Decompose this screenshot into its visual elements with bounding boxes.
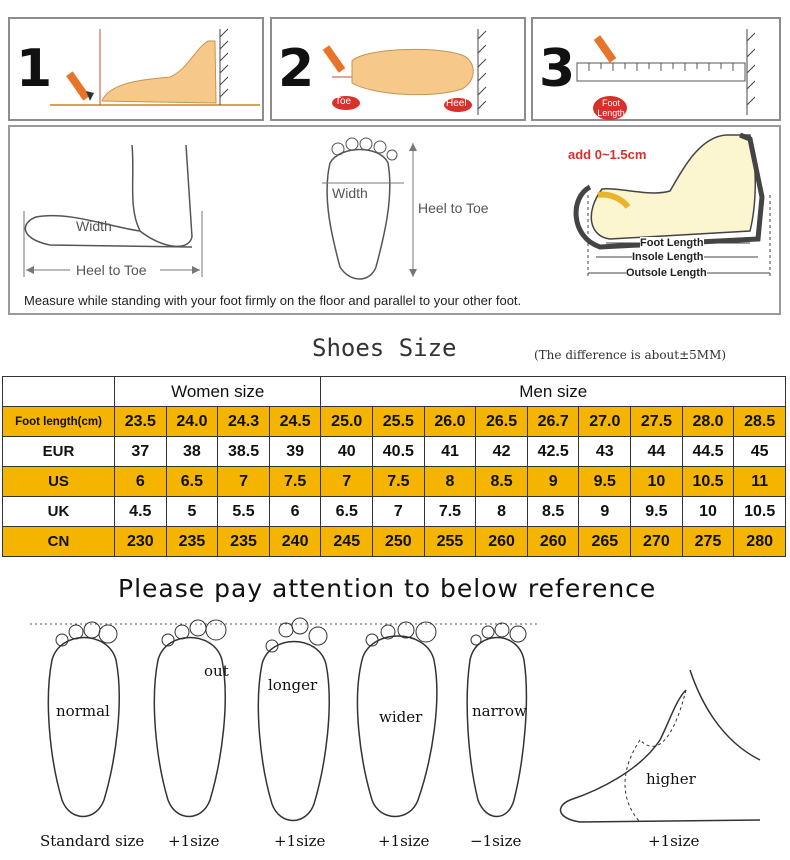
side-width-label: Width (76, 218, 112, 234)
size-cell: 25.5 (373, 407, 425, 437)
foot-label-normal: normal (56, 702, 110, 720)
foot-caption-narrow: −1size (470, 832, 522, 850)
add-length-label: add 0~1.5cm (568, 147, 647, 162)
foot-caption-longer: +1size (274, 832, 326, 850)
reference-title: Please pay attention to below reference (118, 574, 657, 603)
size-cell: 11 (734, 467, 786, 497)
size-cell: 24.5 (269, 407, 321, 437)
size-cell: 10.5 (682, 467, 734, 497)
size-cell: 9.5 (579, 467, 631, 497)
foot-length-label: Foot Length (640, 237, 704, 249)
size-cell: 260 (476, 527, 528, 557)
size-cell: 7.5 (269, 467, 321, 497)
size-cell: 8 (424, 467, 476, 497)
size-cell: 10 (682, 497, 734, 527)
size-row-label: CN (3, 527, 115, 557)
size-cell: 265 (579, 527, 631, 557)
size-cell: 275 (682, 527, 734, 557)
size-cell: 42 (476, 437, 528, 467)
side-heel-to-toe-label: Heel to Toe (76, 262, 147, 278)
size-cell: 44 (631, 437, 683, 467)
size-cell: 10.5 (734, 497, 786, 527)
foot-label-wider: wider (379, 708, 423, 726)
top-heel-to-toe-label: Heel to Toe (418, 200, 489, 216)
size-cell: 38 (166, 437, 218, 467)
toe-label: Toe (335, 96, 352, 107)
size-cell: 26.5 (476, 407, 528, 437)
size-cell: 5.5 (218, 497, 270, 527)
size-cell: 9 (527, 467, 579, 497)
women-size-header: Women size (115, 377, 321, 407)
size-cell: 6 (115, 467, 167, 497)
size-cell: 6.5 (166, 467, 218, 497)
foot-label-out: out (204, 662, 229, 680)
foot-label-narrow: narrow (472, 702, 527, 720)
measure-note: Measure while standing with your foot firmly on the floor and parallel to your other foot. (24, 293, 522, 308)
size-cell: 10 (631, 467, 683, 497)
size-cell: 7 (373, 497, 425, 527)
size-cell: 37 (115, 437, 167, 467)
size-cell: 24.3 (218, 407, 270, 437)
size-cell: 230 (115, 527, 167, 557)
size-cell: 40 (321, 437, 373, 467)
size-cell: 28.0 (682, 407, 734, 437)
size-cell: 235 (218, 527, 270, 557)
size-cell: 25.0 (321, 407, 373, 437)
size-cell: 6.5 (321, 497, 373, 527)
size-cell: 8.5 (476, 467, 528, 497)
size-row-label: US (3, 467, 115, 497)
heel-label: Heel (446, 98, 467, 109)
size-cell: 7.5 (373, 467, 425, 497)
step-number: 1 (16, 39, 53, 99)
size-cell: 26.0 (424, 407, 476, 437)
size-cell: 8.5 (527, 497, 579, 527)
size-cell: 245 (321, 527, 373, 557)
size-cell: 28.5 (734, 407, 786, 437)
size-cell: 270 (631, 527, 683, 557)
size-cell: 26.7 (527, 407, 579, 437)
size-cell: 27.5 (631, 407, 683, 437)
foot-label-higher: higher (646, 770, 696, 788)
size-cell: 7 (218, 467, 270, 497)
men-size-header: Men size (321, 377, 786, 407)
size-cell: 8 (476, 497, 528, 527)
size-row-label: EUR (3, 437, 115, 467)
size-cell: 5 (166, 497, 218, 527)
size-cell: 23.5 (115, 407, 167, 437)
size-cell: 41 (424, 437, 476, 467)
foot-length-label: Foot Length (597, 98, 625, 118)
size-cell: 9.5 (631, 497, 683, 527)
size-cell: 7 (321, 467, 373, 497)
size-cell: 9 (579, 497, 631, 527)
size-cell: 43 (579, 437, 631, 467)
size-cell: 7.5 (424, 497, 476, 527)
size-cell: 42.5 (527, 437, 579, 467)
foot-caption-wider: +1size (378, 832, 430, 850)
foot-label-longer: longer (268, 676, 318, 694)
size-cell: 44.5 (682, 437, 734, 467)
size-cell: 27.0 (579, 407, 631, 437)
top-width-label: Width (332, 185, 368, 201)
size-cell: 280 (734, 527, 786, 557)
foot-caption-normal: Standard size (40, 832, 145, 850)
size-cell: 240 (269, 527, 321, 557)
size-cell: 255 (424, 527, 476, 557)
size-row-label: Foot length(cm) (3, 407, 115, 437)
foot-caption-out: +1size (168, 832, 220, 850)
size-cell: 260 (527, 527, 579, 557)
insole-length-label: Insole Length (632, 251, 704, 263)
size-cell: 40.5 (373, 437, 425, 467)
size-cell: 235 (166, 527, 218, 557)
size-cell: 38.5 (218, 437, 270, 467)
step-number: 3 (539, 39, 576, 99)
size-cell: 4.5 (115, 497, 167, 527)
size-chart-title: Shoes Size (312, 334, 457, 362)
outsole-length-label: Outsole Length (626, 267, 707, 279)
size-row-label: UK (3, 497, 115, 527)
size-cell: 39 (269, 437, 321, 467)
size-cell: 45 (734, 437, 786, 467)
size-cell: 6 (269, 497, 321, 527)
size-cell: 24.0 (166, 407, 218, 437)
size-cell: 250 (373, 527, 425, 557)
foot-caption-higher: +1size (648, 832, 700, 850)
size-difference-note: (The difference is about±5MM) (534, 348, 727, 362)
step-number: 2 (278, 39, 315, 99)
